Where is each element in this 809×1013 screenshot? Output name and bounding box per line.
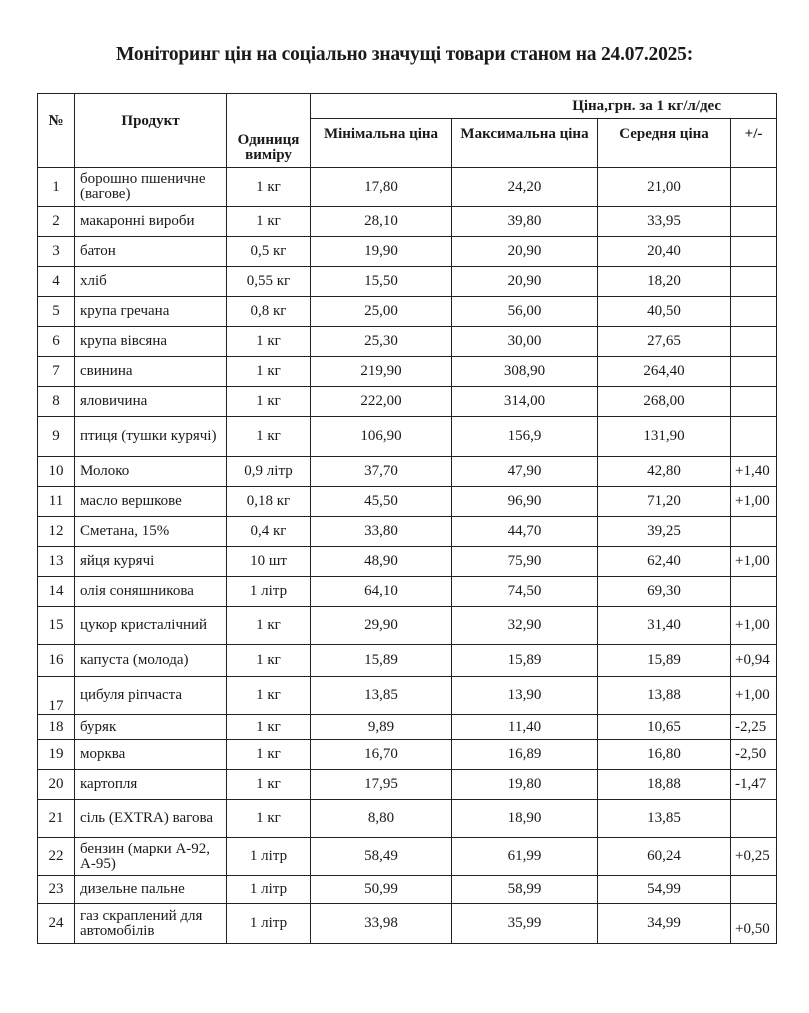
row-number: 11 (38, 487, 75, 517)
price-change (731, 577, 777, 607)
avg-price: 13,88 (598, 677, 731, 715)
table-row (38, 387, 777, 417)
row-number: 2 (38, 207, 75, 237)
min-price: 29,90 (311, 607, 452, 645)
row-number: 15 (38, 607, 75, 645)
product-name: цукор кристалічний (75, 607, 227, 645)
min-price: 8,80 (311, 800, 452, 838)
price-change (731, 267, 777, 297)
row-number: 7 (38, 357, 75, 387)
table-row (38, 357, 777, 387)
avg-price: 42,80 (598, 457, 731, 487)
product-name: батон (75, 237, 227, 267)
price-table (37, 93, 777, 944)
unit-of-measure: 0,9 літр (227, 457, 311, 487)
avg-price: 40,50 (598, 297, 731, 327)
table-row (38, 207, 777, 237)
table-row (38, 168, 777, 207)
min-price: 58,49 (311, 838, 452, 876)
max-price: 314,00 (452, 387, 598, 417)
price-change (731, 387, 777, 417)
price-change: +0,50 (731, 904, 777, 944)
row-number: 1 (38, 168, 75, 207)
avg-price: 31,40 (598, 607, 731, 645)
row-number: 14 (38, 577, 75, 607)
unit-of-measure: 0,18 кг (227, 487, 311, 517)
price-change (731, 237, 777, 267)
table-row (38, 517, 777, 547)
max-price: 18,90 (452, 800, 598, 838)
price-change (731, 327, 777, 357)
header-avg-price: Середня ціна (598, 119, 731, 168)
unit-of-measure: 1 літр (227, 577, 311, 607)
unit-of-measure: 1 кг (227, 357, 311, 387)
avg-price: 62,40 (598, 547, 731, 577)
header-product: Продукт (75, 94, 227, 168)
avg-price: 21,00 (598, 168, 731, 207)
row-number: 20 (38, 770, 75, 800)
avg-price: 268,00 (598, 387, 731, 417)
header-min-price: Мінімальна ціна (311, 119, 452, 168)
price-change: +1,00 (731, 487, 777, 517)
product-name: борошно пшеничне (вагове) (75, 168, 227, 207)
unit-of-measure: 0,5 кг (227, 237, 311, 267)
row-number: 18 (38, 715, 75, 740)
unit-of-measure: 1 літр (227, 838, 311, 876)
unit-of-measure: 1 літр (227, 876, 311, 904)
min-price: 15,50 (311, 267, 452, 297)
price-change (731, 517, 777, 547)
product-name: яловичина (75, 387, 227, 417)
price-change (731, 800, 777, 838)
max-price: 39,80 (452, 207, 598, 237)
min-price: 50,99 (311, 876, 452, 904)
avg-price: 20,40 (598, 237, 731, 267)
row-number: 21 (38, 800, 75, 838)
row-number: 3 (38, 237, 75, 267)
price-change: +1,40 (731, 457, 777, 487)
table-row (38, 547, 777, 577)
product-name: яйця курячі (75, 547, 227, 577)
max-price: 20,90 (452, 267, 598, 297)
price-change (731, 876, 777, 904)
table-row (38, 297, 777, 327)
table-row (38, 577, 777, 607)
min-price: 219,90 (311, 357, 452, 387)
unit-of-measure: 1 кг (227, 645, 311, 677)
header-change: +/- (731, 119, 777, 168)
product-name: макаронні вироби (75, 207, 227, 237)
min-price: 45,50 (311, 487, 452, 517)
unit-of-measure: 1 кг (227, 327, 311, 357)
min-price: 13,85 (311, 677, 452, 715)
max-price: 20,90 (452, 237, 598, 267)
unit-of-measure: 1 кг (227, 740, 311, 770)
max-price: 74,50 (452, 577, 598, 607)
row-number: 8 (38, 387, 75, 417)
table-row (38, 267, 777, 297)
max-price: 61,99 (452, 838, 598, 876)
unit-of-measure: 1 кг (227, 715, 311, 740)
unit-of-measure: 1 кг (227, 387, 311, 417)
table-row (38, 715, 777, 740)
unit-of-measure: 1 кг (227, 800, 311, 838)
table-row (38, 677, 777, 715)
min-price: 17,80 (311, 168, 452, 207)
row-number: 19 (38, 740, 75, 770)
row-number: 23 (38, 876, 75, 904)
table-row (38, 838, 777, 876)
row-number: 22 (38, 838, 75, 876)
avg-price: 10,65 (598, 715, 731, 740)
max-price: 75,90 (452, 547, 598, 577)
unit-of-measure: 1 кг (227, 168, 311, 207)
row-number: 16 (38, 645, 75, 677)
max-price: 56,00 (452, 297, 598, 327)
max-price: 44,70 (452, 517, 598, 547)
max-price: 47,90 (452, 457, 598, 487)
row-number: 6 (38, 327, 75, 357)
min-price: 106,90 (311, 417, 452, 457)
table-row (38, 237, 777, 267)
unit-of-measure: 0,4 кг (227, 517, 311, 547)
price-change (731, 207, 777, 237)
row-number: 12 (38, 517, 75, 547)
min-price: 25,30 (311, 327, 452, 357)
row-number: 24 (38, 904, 75, 944)
max-price: 32,90 (452, 607, 598, 645)
unit-of-measure: 1 кг (227, 607, 311, 645)
avg-price: 131,90 (598, 417, 731, 457)
row-number: 13 (38, 547, 75, 577)
product-name: птиця (тушки курячі) (75, 417, 227, 457)
avg-price: 33,95 (598, 207, 731, 237)
max-price: 58,99 (452, 876, 598, 904)
min-price: 16,70 (311, 740, 452, 770)
table-row (38, 417, 777, 457)
price-change: +1,00 (731, 547, 777, 577)
avg-price: 13,85 (598, 800, 731, 838)
min-price: 64,10 (311, 577, 452, 607)
header-max-price: Максимальна ціна (452, 119, 598, 168)
min-price: 33,80 (311, 517, 452, 547)
table-row (38, 800, 777, 838)
min-price: 15,89 (311, 645, 452, 677)
avg-price: 18,88 (598, 770, 731, 800)
product-name: морква (75, 740, 227, 770)
price-change: +1,00 (731, 677, 777, 715)
product-name: хліб (75, 267, 227, 297)
table-header (38, 94, 777, 168)
unit-of-measure: 0,55 кг (227, 267, 311, 297)
table-row (38, 607, 777, 645)
table-row (38, 487, 777, 517)
product-name: крупа гречана (75, 297, 227, 327)
price-change (731, 417, 777, 457)
unit-of-measure: 1 літр (227, 904, 311, 944)
max-price: 24,20 (452, 168, 598, 207)
min-price: 25,00 (311, 297, 452, 327)
table-row (38, 645, 777, 677)
max-price: 96,90 (452, 487, 598, 517)
price-change: +0,25 (731, 838, 777, 876)
unit-of-measure: 1 кг (227, 417, 311, 457)
max-price: 35,99 (452, 904, 598, 944)
min-price: 48,90 (311, 547, 452, 577)
avg-price: 27,65 (598, 327, 731, 357)
avg-price: 16,80 (598, 740, 731, 770)
product-name: буряк (75, 715, 227, 740)
document-title: Моніторинг цін на соціально значущі товари станом на 24.07.2025: (115, 44, 694, 65)
min-price: 19,90 (311, 237, 452, 267)
avg-price: 18,20 (598, 267, 731, 297)
product-name: масло вершкове (75, 487, 227, 517)
price-change: +1,00 (731, 607, 777, 645)
product-name: картопля (75, 770, 227, 800)
header-unit: Одиниця виміру (227, 94, 311, 168)
unit-of-measure: 1 кг (227, 207, 311, 237)
table-body (38, 168, 777, 944)
table-row (38, 457, 777, 487)
unit-of-measure: 10 шт (227, 547, 311, 577)
avg-price: 15,89 (598, 645, 731, 677)
table-row (38, 904, 777, 944)
avg-price: 39,25 (598, 517, 731, 547)
price-change (731, 297, 777, 327)
price-change: -2,25 (731, 715, 777, 740)
unit-of-measure: 0,8 кг (227, 297, 311, 327)
table-row (38, 770, 777, 800)
price-change (731, 168, 777, 207)
price-change: -1,47 (731, 770, 777, 800)
max-price: 11,40 (452, 715, 598, 740)
product-name: свинина (75, 357, 227, 387)
unit-of-measure: 1 кг (227, 770, 311, 800)
avg-price: 264,40 (598, 357, 731, 387)
price-change (731, 357, 777, 387)
table-row (38, 876, 777, 904)
max-price: 308,90 (452, 357, 598, 387)
unit-of-measure: 1 кг (227, 677, 311, 715)
product-name: олія соняшникова (75, 577, 227, 607)
product-name: Молоко (75, 457, 227, 487)
avg-price: 69,30 (598, 577, 731, 607)
max-price: 30,00 (452, 327, 598, 357)
avg-price: 34,99 (598, 904, 731, 944)
price-change: +0,94 (731, 645, 777, 677)
product-name: крупа вівсяна (75, 327, 227, 357)
min-price: 222,00 (311, 387, 452, 417)
product-name: сіль (EXTRA) вагова (75, 800, 227, 838)
row-number: 9 (38, 417, 75, 457)
row-number: 5 (38, 297, 75, 327)
product-name: газ скраплений для автомобілів (75, 904, 227, 944)
min-price: 37,70 (311, 457, 452, 487)
avg-price: 71,20 (598, 487, 731, 517)
max-price: 13,90 (452, 677, 598, 715)
row-number: 17 (38, 677, 75, 715)
header-price-group: Ціна,грн. за 1 кг/л/дес (311, 94, 777, 119)
price-change: -2,50 (731, 740, 777, 770)
min-price: 9,89 (311, 715, 452, 740)
max-price: 15,89 (452, 645, 598, 677)
avg-price: 60,24 (598, 838, 731, 876)
product-name: Сметана, 15% (75, 517, 227, 547)
row-number: 4 (38, 267, 75, 297)
table-row (38, 327, 777, 357)
header-number: № (38, 94, 75, 168)
product-name: бензин (марки А-92, А-95) (75, 838, 227, 876)
min-price: 33,98 (311, 904, 452, 944)
max-price: 19,80 (452, 770, 598, 800)
row-number: 10 (38, 457, 75, 487)
max-price: 16,89 (452, 740, 598, 770)
min-price: 28,10 (311, 207, 452, 237)
max-price: 156,9 (452, 417, 598, 457)
min-price: 17,95 (311, 770, 452, 800)
product-name: цибуля ріпчаста (75, 677, 227, 715)
product-name: дизельне пальне (75, 876, 227, 904)
product-name: капуста (молода) (75, 645, 227, 677)
avg-price: 54,99 (598, 876, 731, 904)
table-row (38, 740, 777, 770)
